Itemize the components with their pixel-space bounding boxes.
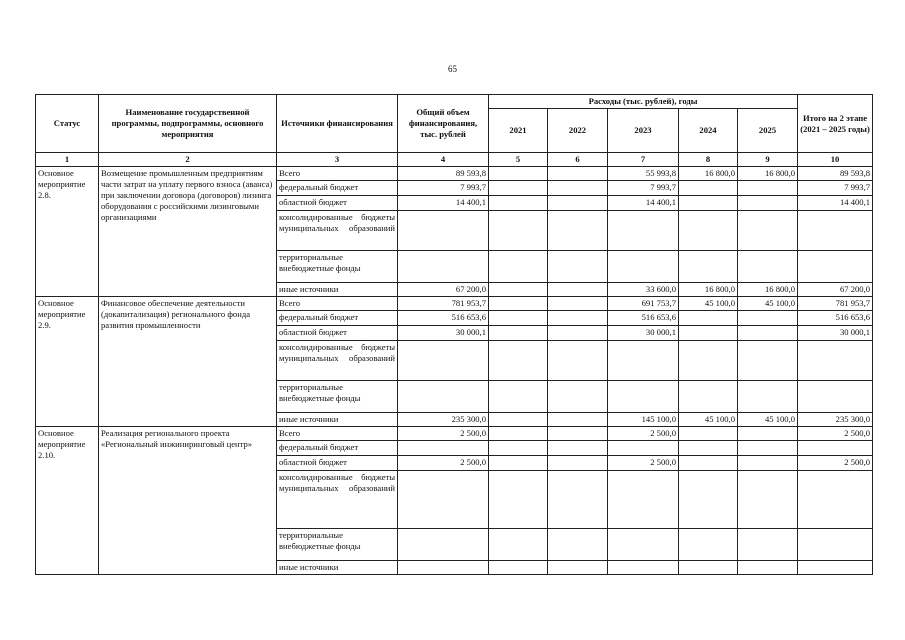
value-cell-y2024 xyxy=(679,181,738,196)
source-cell: территориальные внебюджетные фонды xyxy=(277,251,398,283)
value-cell-stage: 235 300,0 xyxy=(798,413,873,427)
value-cell-stage xyxy=(798,251,873,283)
value-cell-y2021 xyxy=(489,427,548,441)
value-cell-y2021 xyxy=(489,471,548,529)
value-cell-total xyxy=(398,441,489,456)
source-cell: областной бюджет xyxy=(277,196,398,211)
value-cell-y2021 xyxy=(489,529,548,561)
value-cell-y2022 xyxy=(548,471,608,529)
value-cell-stage xyxy=(798,561,873,575)
column-number: 5 xyxy=(489,153,548,167)
value-cell-y2024 xyxy=(679,561,738,575)
value-cell-y2024 xyxy=(679,341,738,381)
value-cell-stage xyxy=(798,211,873,251)
value-cell-y2023: 30 000,1 xyxy=(608,326,679,341)
value-cell-total: 2 500,0 xyxy=(398,456,489,471)
value-cell-y2025: 45 100,0 xyxy=(738,297,798,311)
activity-name-cell: Финансовое обеспечение деятельности (докапитализация) регионального фонда развития промышленности xyxy=(99,297,277,427)
value-cell-y2023 xyxy=(608,341,679,381)
value-cell-y2025 xyxy=(738,381,798,413)
value-cell-y2024 xyxy=(679,427,738,441)
header-stage-total: Итого на 2 этапе (2021 – 2025 годы) xyxy=(798,95,873,153)
value-cell-y2025 xyxy=(738,251,798,283)
value-cell-y2023: 55 993,8 xyxy=(608,167,679,181)
table-row xyxy=(36,167,873,181)
source-cell: иные источники xyxy=(277,561,398,575)
value-cell-stage: 2 500,0 xyxy=(798,427,873,441)
status-cell: Основное мероприятие 2.8. xyxy=(36,167,99,297)
value-cell-y2022 xyxy=(548,167,608,181)
value-cell-total: 14 400,1 xyxy=(398,196,489,211)
header-year-2022: 2022 xyxy=(548,109,608,153)
status-cell: Основное мероприятие 2.10. xyxy=(36,427,99,575)
value-cell-stage xyxy=(798,441,873,456)
value-cell-y2022 xyxy=(548,561,608,575)
value-cell-y2021 xyxy=(489,167,548,181)
activity-name-cell: Возмещение промышленным предприятиям части затрат на уплату первого взноса (аванса) при заключении договора (договоров) лизинга оборудования с российскими лизинговыми организациями xyxy=(99,167,277,297)
value-cell-y2024 xyxy=(679,456,738,471)
value-cell-stage: 67 200,0 xyxy=(798,283,873,297)
value-cell-total: 89 593,8 xyxy=(398,167,489,181)
value-cell-stage xyxy=(798,529,873,561)
value-cell-total xyxy=(398,211,489,251)
value-cell-y2022 xyxy=(548,211,608,251)
value-cell-y2025 xyxy=(738,311,798,326)
value-cell-y2022 xyxy=(548,251,608,283)
column-number: 9 xyxy=(738,153,798,167)
source-cell: территориальные внебюджетные фонды xyxy=(277,381,398,413)
value-cell-y2023: 33 600,0 xyxy=(608,283,679,297)
value-cell-y2023: 516 653,6 xyxy=(608,311,679,326)
value-cell-stage: 89 593,8 xyxy=(798,167,873,181)
source-cell: консолидированные бюджеты муниципальных образований xyxy=(277,471,398,529)
value-cell-y2022 xyxy=(548,381,608,413)
value-cell-y2021 xyxy=(489,297,548,311)
column-number-row xyxy=(36,153,873,167)
source-cell: областной бюджет xyxy=(277,456,398,471)
value-cell-y2024: 45 100,0 xyxy=(679,413,738,427)
column-number: 10 xyxy=(798,153,873,167)
value-cell-y2023: 691 753,7 xyxy=(608,297,679,311)
value-cell-y2025 xyxy=(738,181,798,196)
value-cell-total: 781 953,7 xyxy=(398,297,489,311)
value-cell-stage xyxy=(798,381,873,413)
header-expenses: Расходы (тыс. рублей), годы xyxy=(489,95,798,109)
header-status: Статус xyxy=(36,95,99,153)
value-cell-y2021 xyxy=(489,413,548,427)
value-cell-y2022 xyxy=(548,297,608,311)
table-body xyxy=(36,167,873,575)
value-cell-y2021 xyxy=(489,196,548,211)
source-cell: консолидированные бюджеты муниципальных образований xyxy=(277,341,398,381)
value-cell-y2023 xyxy=(608,211,679,251)
value-cell-y2025 xyxy=(738,529,798,561)
value-cell-stage: 781 953,7 xyxy=(798,297,873,311)
value-cell-y2025 xyxy=(738,326,798,341)
value-cell-y2025 xyxy=(738,561,798,575)
value-cell-total xyxy=(398,561,489,575)
value-cell-y2022 xyxy=(548,529,608,561)
value-cell-y2022 xyxy=(548,441,608,456)
financing-table xyxy=(35,94,873,575)
header-year-2023: 2023 xyxy=(608,109,679,153)
value-cell-y2025 xyxy=(738,211,798,251)
value-cell-y2021 xyxy=(489,341,548,381)
column-number: 1 xyxy=(36,153,99,167)
header-year-2021: 2021 xyxy=(489,109,548,153)
source-cell: Всего xyxy=(277,427,398,441)
column-number: 4 xyxy=(398,153,489,167)
column-number: 2 xyxy=(99,153,277,167)
value-cell-y2023: 2 500,0 xyxy=(608,427,679,441)
value-cell-y2022 xyxy=(548,311,608,326)
value-cell-y2023 xyxy=(608,251,679,283)
value-cell-y2024 xyxy=(679,471,738,529)
source-cell: иные источники xyxy=(277,413,398,427)
table-row xyxy=(36,297,873,311)
value-cell-total xyxy=(398,381,489,413)
value-cell-y2024 xyxy=(679,529,738,561)
value-cell-y2023 xyxy=(608,529,679,561)
value-cell-total: 235 300,0 xyxy=(398,413,489,427)
header-total: Общий объем финансирования, тыс. рублей xyxy=(398,95,489,153)
value-cell-y2022 xyxy=(548,283,608,297)
value-cell-y2024: 16 800,0 xyxy=(679,167,738,181)
value-cell-total xyxy=(398,251,489,283)
value-cell-y2025 xyxy=(738,341,798,381)
value-cell-y2021 xyxy=(489,181,548,196)
value-cell-y2022 xyxy=(548,341,608,381)
source-cell: федеральный бюджет xyxy=(277,311,398,326)
value-cell-stage: 14 400,1 xyxy=(798,196,873,211)
header-name: Наименование государственной программы, подпрограммы, основного мероприятия xyxy=(99,95,277,153)
value-cell-total xyxy=(398,471,489,529)
value-cell-y2023 xyxy=(608,471,679,529)
value-cell-stage: 516 653,6 xyxy=(798,311,873,326)
value-cell-y2023 xyxy=(608,381,679,413)
source-cell: федеральный бюджет xyxy=(277,181,398,196)
column-number: 3 xyxy=(277,153,398,167)
value-cell-y2023 xyxy=(608,441,679,456)
value-cell-y2024 xyxy=(679,196,738,211)
value-cell-y2025 xyxy=(738,441,798,456)
value-cell-y2024 xyxy=(679,326,738,341)
source-cell: федеральный бюджет xyxy=(277,441,398,456)
value-cell-y2023: 14 400,1 xyxy=(608,196,679,211)
header-year-2025: 2025 xyxy=(738,109,798,153)
value-cell-y2021 xyxy=(489,456,548,471)
value-cell-y2023: 145 100,0 xyxy=(608,413,679,427)
value-cell-y2024 xyxy=(679,211,738,251)
column-number: 7 xyxy=(608,153,679,167)
value-cell-y2021 xyxy=(489,381,548,413)
column-number: 8 xyxy=(679,153,738,167)
value-cell-y2025 xyxy=(738,471,798,529)
value-cell-y2022 xyxy=(548,326,608,341)
header-sources: Источники финансирования xyxy=(277,95,398,153)
value-cell-y2021 xyxy=(489,326,548,341)
table-row xyxy=(36,427,873,441)
value-cell-y2021 xyxy=(489,561,548,575)
value-cell-total: 30 000,1 xyxy=(398,326,489,341)
activity-name-cell: Реализация регионального проекта «Региональный инжиниринговый центр» xyxy=(99,427,277,575)
value-cell-y2025: 45 100,0 xyxy=(738,413,798,427)
source-cell: Всего xyxy=(277,167,398,181)
value-cell-total xyxy=(398,341,489,381)
value-cell-y2024 xyxy=(679,311,738,326)
value-cell-y2021 xyxy=(489,211,548,251)
value-cell-y2021 xyxy=(489,441,548,456)
value-cell-y2024 xyxy=(679,441,738,456)
header-year-2024: 2024 xyxy=(679,109,738,153)
column-number: 6 xyxy=(548,153,608,167)
value-cell-y2022 xyxy=(548,181,608,196)
value-cell-y2024: 16 800,0 xyxy=(679,283,738,297)
value-cell-y2022 xyxy=(548,456,608,471)
source-cell: территориальные внебюджетные фонды xyxy=(277,529,398,561)
value-cell-stage: 7 993,7 xyxy=(798,181,873,196)
value-cell-y2025: 16 800,0 xyxy=(738,167,798,181)
value-cell-total xyxy=(398,529,489,561)
value-cell-y2021 xyxy=(489,311,548,326)
value-cell-y2022 xyxy=(548,427,608,441)
value-cell-y2024: 45 100,0 xyxy=(679,297,738,311)
value-cell-total: 2 500,0 xyxy=(398,427,489,441)
page-number: 65 xyxy=(448,64,457,74)
value-cell-stage: 2 500,0 xyxy=(798,456,873,471)
value-cell-y2025 xyxy=(738,427,798,441)
value-cell-stage: 30 000,1 xyxy=(798,326,873,341)
source-cell: областной бюджет xyxy=(277,326,398,341)
value-cell-stage xyxy=(798,341,873,381)
value-cell-stage xyxy=(798,471,873,529)
value-cell-y2024 xyxy=(679,251,738,283)
value-cell-y2023 xyxy=(608,561,679,575)
value-cell-y2025: 16 800,0 xyxy=(738,283,798,297)
source-cell: Всего xyxy=(277,297,398,311)
value-cell-y2024 xyxy=(679,381,738,413)
value-cell-y2021 xyxy=(489,283,548,297)
value-cell-total: 7 993,7 xyxy=(398,181,489,196)
value-cell-total: 67 200,0 xyxy=(398,283,489,297)
value-cell-y2021 xyxy=(489,251,548,283)
source-cell: иные источники xyxy=(277,283,398,297)
value-cell-y2025 xyxy=(738,196,798,211)
status-cell: Основное мероприятие 2.9. xyxy=(36,297,99,427)
value-cell-y2022 xyxy=(548,413,608,427)
value-cell-y2025 xyxy=(738,456,798,471)
source-cell: консолидированные бюджеты муниципальных образований xyxy=(277,211,398,251)
value-cell-y2022 xyxy=(548,196,608,211)
value-cell-y2023: 2 500,0 xyxy=(608,456,679,471)
value-cell-total: 516 653,6 xyxy=(398,311,489,326)
value-cell-y2023: 7 993,7 xyxy=(608,181,679,196)
